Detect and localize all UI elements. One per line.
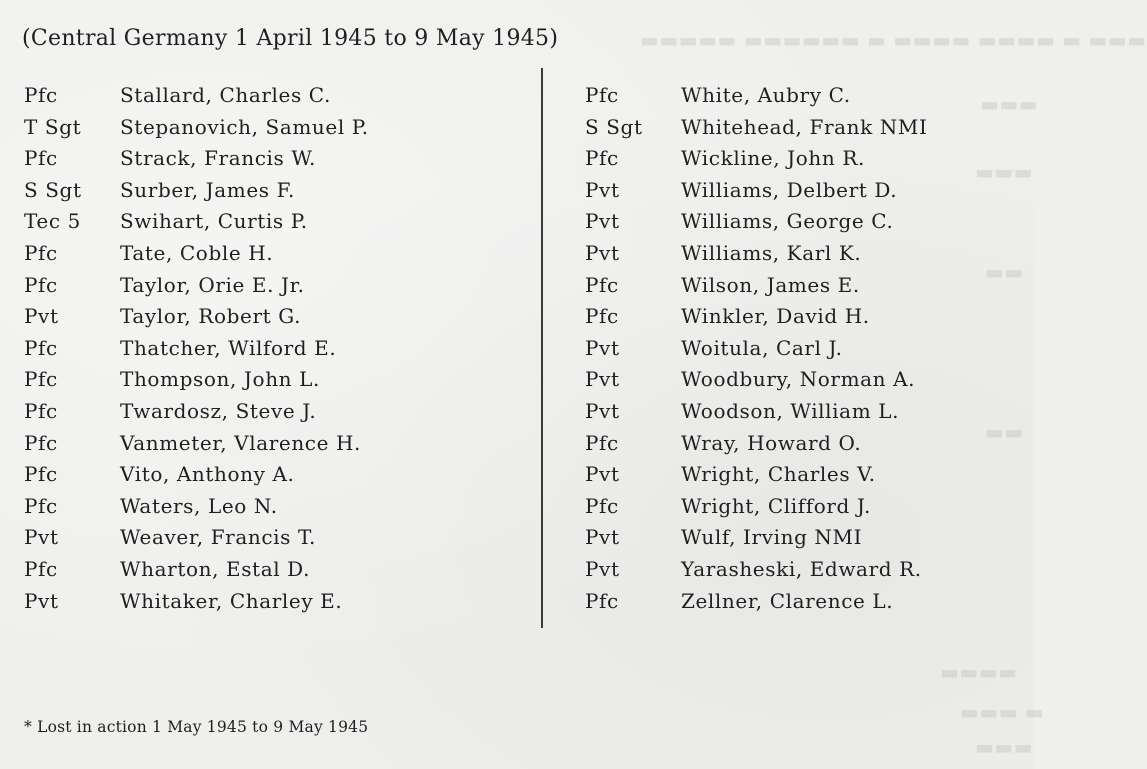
rank: Pvt — [585, 367, 620, 392]
soldier-name: Waters, Leo N. — [120, 493, 278, 518]
roster-row — [24, 491, 369, 523]
roster-row — [585, 143, 927, 175]
soldier-name: Twardosz, Steve J. — [120, 398, 317, 423]
soldier-name: Wulf, Irving NMI — [681, 525, 863, 550]
rank: Pfc — [585, 588, 619, 613]
soldier-name: Stallard, Charles C. — [120, 83, 331, 107]
rank: Pvt — [585, 398, 620, 423]
bleed-through-texture: ▬▬▬ — [975, 735, 1034, 759]
soldier-name: White, Aubry C. — [681, 83, 851, 107]
soldier-name: Strack, Francis W. — [120, 146, 316, 171]
soldier-name: Wilson, James E. — [681, 272, 860, 297]
soldier-name: Woodson, William L. — [681, 398, 900, 423]
rank: T Sgt — [24, 114, 82, 139]
roster-row — [585, 301, 927, 333]
rank: Pvt — [585, 462, 620, 487]
soldier-name: Vanmeter, Vlarence H. — [120, 430, 361, 455]
rank: Pvt — [24, 304, 59, 329]
roster-row — [24, 301, 369, 333]
bleed-through-texture: ▬▬ — [985, 260, 1024, 284]
roster-row — [24, 364, 369, 396]
roster-row — [24, 270, 369, 302]
rank: Pfc — [24, 146, 58, 171]
roster-row — [585, 459, 927, 491]
roster-row — [585, 238, 927, 270]
roster-row — [24, 206, 369, 238]
soldier-name: Williams, George C. — [681, 209, 894, 234]
rank: S Sgt — [24, 177, 82, 202]
rank: Pfc — [24, 335, 58, 360]
roster-row — [585, 364, 927, 396]
roster-right-column — [585, 80, 927, 617]
roster-row — [585, 554, 927, 586]
roster-row — [585, 428, 927, 460]
rank: Pvt — [585, 556, 620, 581]
soldier-name: Whitaker, Charley E. — [120, 588, 343, 613]
soldier-name: Wright, Clifford J. — [681, 493, 871, 518]
roster-row — [585, 112, 927, 144]
roster-row — [585, 586, 927, 618]
roster-row — [24, 143, 369, 175]
roster-row — [24, 112, 369, 144]
bleed-through-texture: ▬▬▬ ▬ — [960, 700, 1045, 724]
soldier-name: Wright, Charles V. — [681, 462, 876, 487]
bleed-through-texture: ▬▬▬▬▬ ▬▬▬▬▬▬ ▬ ▬▬▬▬ ▬▬▬▬ ▬ ▬▬▬ — [640, 28, 1147, 52]
roster-row — [24, 586, 369, 618]
rank: Pfc — [24, 272, 58, 297]
soldier-name: Stepanovich, Samuel P. — [120, 114, 369, 139]
footnote: * Lost in action 1 May 1945 to 9 May 1945 — [24, 718, 369, 736]
rank: Pfc — [585, 304, 619, 329]
roster-row — [24, 80, 369, 112]
bleed-through-texture: ▬▬ — [985, 420, 1024, 444]
soldier-name: Surber, James F. — [120, 177, 295, 202]
roster-row — [585, 491, 927, 523]
soldier-name: Wray, Howard O. — [681, 430, 862, 455]
soldier-name: Zellner, Clarence L. — [681, 588, 894, 613]
roster-row — [585, 80, 927, 112]
soldier-name: Williams, Karl K. — [681, 240, 862, 265]
soldier-name: Thompson, John L. — [120, 367, 320, 392]
rank: Pfc — [585, 493, 619, 518]
roster-row — [24, 175, 369, 207]
rank: S Sgt — [585, 114, 643, 139]
roster-row — [585, 522, 927, 554]
soldier-name: Tate, Coble H. — [120, 240, 274, 265]
rank: Pvt — [24, 525, 59, 550]
soldier-name: Woitula, Carl J. — [681, 335, 843, 360]
rank: Pfc — [585, 272, 619, 297]
rank: Tec 5 — [24, 209, 81, 234]
roster-row — [24, 428, 369, 460]
soldier-name: Taylor, Orie E. Jr. — [120, 272, 305, 297]
soldier-name: Weaver, Francis T. — [120, 525, 316, 550]
rank: Pfc — [24, 493, 58, 518]
rank: Pfc — [585, 83, 619, 107]
rank: Pfc — [24, 367, 58, 392]
roster-row — [24, 522, 369, 554]
rank: Pvt — [585, 335, 620, 360]
bleed-through-texture: ▬▬▬ — [980, 92, 1039, 116]
rank: Pvt — [585, 177, 620, 202]
rank: Pvt — [585, 240, 620, 265]
roster-row — [24, 459, 369, 491]
roster-row — [585, 175, 927, 207]
soldier-name: Swihart, Curtis P. — [120, 209, 308, 234]
rank: Pfc — [24, 240, 58, 265]
rank: Pfc — [24, 83, 58, 107]
rank: Pfc — [24, 398, 58, 423]
soldier-name: Taylor, Robert G. — [120, 304, 302, 329]
rank: Pvt — [24, 588, 59, 613]
soldier-name: Thatcher, Wilford E. — [120, 335, 337, 360]
soldier-name: Wickline, John R. — [681, 146, 865, 171]
soldier-name: Williams, Delbert D. — [681, 177, 898, 202]
page-heading: (Central Germany 1 April 1945 to 9 May 1945) — [22, 26, 559, 51]
roster-row — [24, 554, 369, 586]
soldier-name: Winkler, David H. — [681, 304, 870, 329]
rank: Pfc — [585, 146, 619, 171]
rank: Pfc — [24, 556, 58, 581]
rank: Pvt — [585, 209, 620, 234]
soldier-name: Wharton, Estal D. — [120, 556, 311, 581]
column-divider — [541, 68, 543, 628]
roster-row — [24, 238, 369, 270]
roster-row — [585, 333, 927, 365]
soldier-name: Vito, Anthony A. — [120, 462, 295, 487]
soldier-name: Yarasheski, Edward R. — [681, 556, 922, 581]
bleed-through-texture: ▬▬▬▬ — [940, 660, 1018, 684]
rank: Pfc — [585, 430, 619, 455]
roster-row — [585, 396, 927, 428]
roster-row — [24, 333, 369, 365]
roster-row — [585, 270, 927, 302]
rank: Pfc — [24, 430, 58, 455]
bleed-through-texture: ▬▬▬ — [975, 160, 1034, 184]
rank: Pvt — [585, 525, 620, 550]
roster-row — [24, 396, 369, 428]
rank: Pfc — [24, 462, 58, 487]
roster-row — [585, 206, 927, 238]
soldier-name: Whitehead, Frank NMI — [681, 114, 928, 139]
soldier-name: Woodbury, Norman A. — [681, 367, 916, 392]
roster-left-column — [24, 80, 369, 617]
